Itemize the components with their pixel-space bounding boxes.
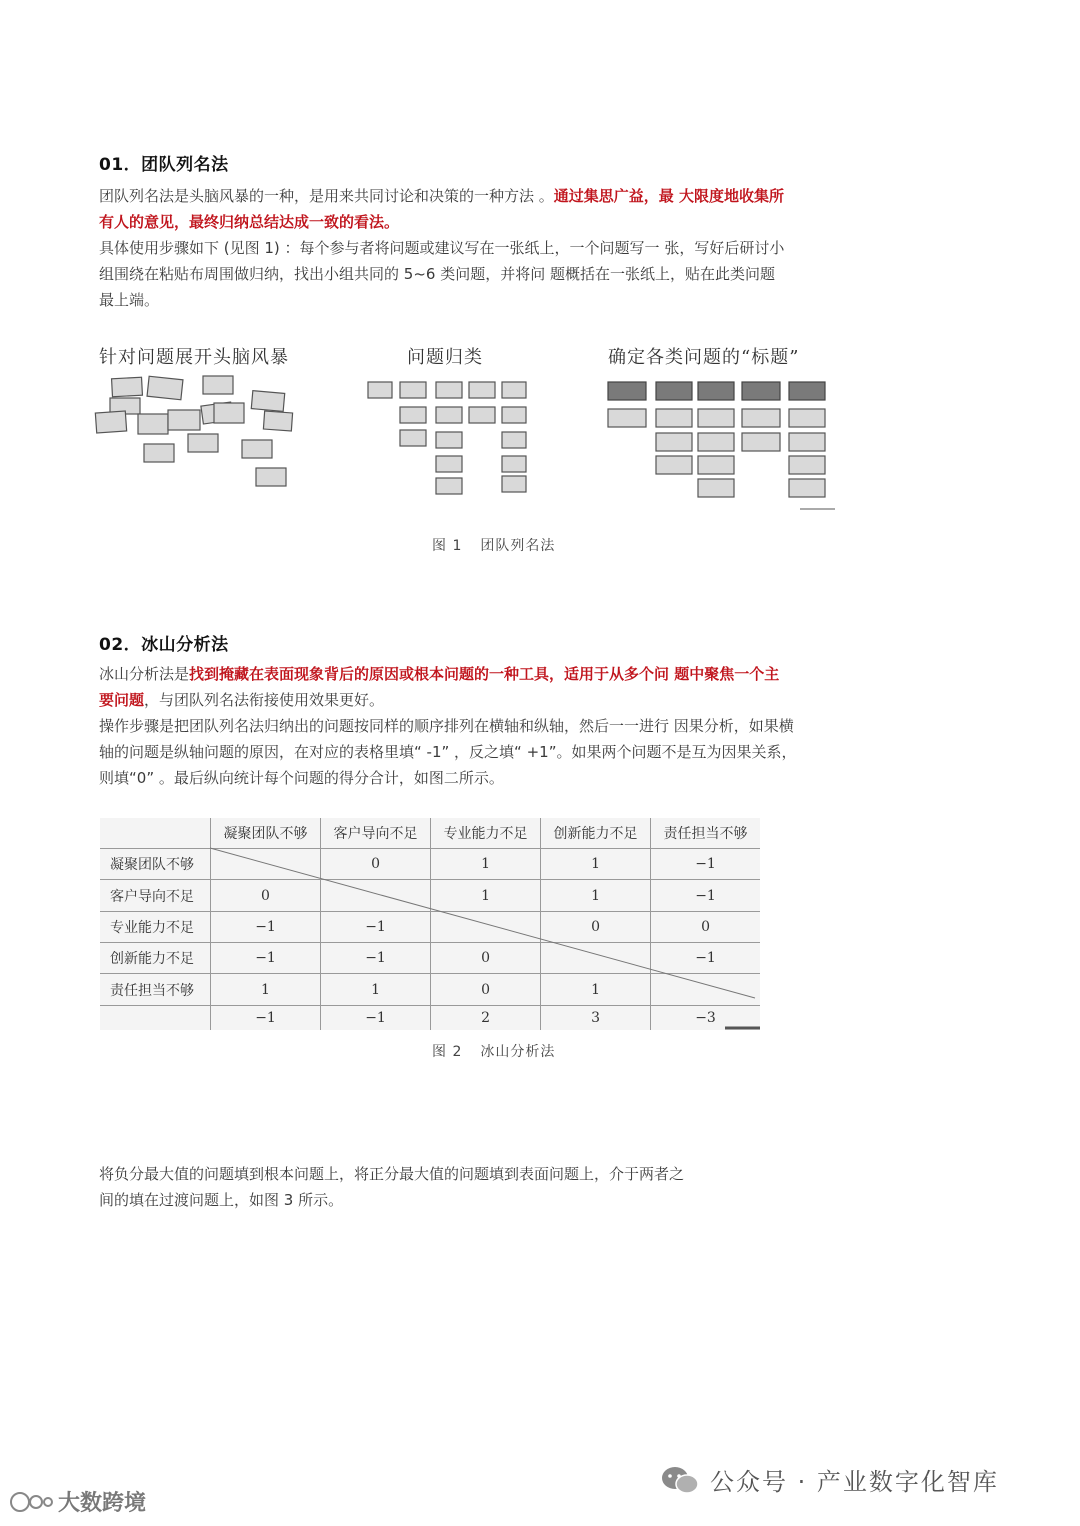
table-cell: 1 [541,880,651,911]
wechat-icon [660,1464,700,1496]
figure1-caption [432,535,555,555]
table-cell: −1 [321,911,431,942]
iceberg-matrix-table [100,818,760,1030]
column-header: 客户导向不足 [321,818,431,849]
brand-logo [8,1486,146,1517]
brand-logo-icon [8,1489,54,1515]
table-cell: 0 [651,911,760,942]
diagonal-line [100,818,760,1030]
text-line: 则填“0” 。最后纵向统计每个问题的得分合计，如图二所示。 [99,769,504,787]
text-line: 轴的问题是纵轴问题的原因，在对应的表格里填“ -1” ，反之填“ +1”。如果两个问题不是互为因果关系， [99,743,797,761]
scattered-notes [95,376,292,486]
caption-text: 冰山分析法 [480,1044,556,1060]
titled-categories [608,382,835,509]
column-header: 创新能力不足 [541,818,651,849]
table-cell: −1 [211,943,321,974]
text-line: 操作步骤是把团队列名法归纳出的问题按同样的顺序排列在横轴和纵轴，然后一一进行 因果分析，如果横 [99,717,794,735]
figure1-title-categorize: 问题归类 [407,347,483,368]
table-cell: 0 [211,880,321,911]
text-line: 间的填在过渡问题上，如图 3 所示。 [99,1191,344,1209]
table-cell: 1 [541,974,651,1005]
highlight-text: 找到掩藏在表面现象背后的原因或根本问题的一种工具，适用于从多个问 题中聚焦一个主 [189,665,780,683]
table-cell: −1 [651,849,760,880]
brand-logo-text: 大数跨境 [58,1491,147,1516]
table-cell: 0 [541,911,651,942]
total-cell: −3 [651,1005,760,1030]
section1-heading: 01．团队列名法 [99,155,229,175]
text-line: 组围绕在粘贴布周围做归纳，找出小组共同的 5~6 类问题，并将问 题概括在一张纸上，贴在此类问题 [99,265,775,283]
highlight-text: 通过集思广益，最 大限度地收集所 [553,187,785,205]
section1-paragraph-1 [99,183,784,235]
text-run: 冰山分析法是 [99,665,190,683]
table-cell: −1 [321,943,431,974]
wechat-watermark [660,1462,999,1497]
figure1-title-label: 确定各类问题的“标题” [608,347,800,368]
text-line: 具体使用步骤如下 (见图 1) ：每个参与者将问题或建议写在一张纸上，一个问题写一 张，写好后研讨小 [99,239,785,257]
section3-paragraph [99,1161,684,1213]
row-header: 创新能力不足 [100,943,211,974]
text-line: 将负分最大值的问题填到根本问题上，将正分最大值的问题填到表面问题上，介于两者之 [99,1165,685,1183]
column-header: 凝聚团队不够 [211,818,321,849]
text-run: 团队列名法是头脑风暴的一种，是用来共同讨论和决策的一种方法 。 [99,187,554,205]
table-cell: 1 [321,974,431,1005]
table-cell: 1 [211,974,321,1005]
table-cell: −1 [651,880,760,911]
text-line: 最上端。 [99,291,160,309]
table-cell: 1 [431,880,541,911]
caption-text: 团队列名法 [480,538,556,554]
figure1-title-brainstorm: 针对问题展开头脑风暴 [99,347,289,368]
table-cell: 1 [541,849,651,880]
row-header: 专业能力不足 [100,911,211,942]
highlight-text: 有人的意见，最终归纳总结达成一致的看法。 [99,213,400,231]
table-cell: −1 [651,943,760,974]
table-cell: 0 [431,943,541,974]
figure1-illustration [90,370,850,520]
caption-number: 图 1 [432,538,463,554]
total-cell: −1 [321,1005,431,1030]
total-cell: −1 [211,1005,321,1030]
highlight-text: 要问题 [99,691,145,709]
categorized-notes [368,382,526,494]
table-cell: 0 [321,849,431,880]
column-header: 专业能力不足 [431,818,541,849]
section1-paragraph-2 [99,235,784,313]
total-cell: 3 [541,1005,651,1030]
caption-number: 图 2 [432,1044,463,1060]
text-run: ，与团队列名法衔接使用效果更好。 [144,691,385,709]
row-header: 凝聚团队不够 [100,849,211,880]
table-cell: 0 [431,974,541,1005]
column-header: 责任担当不够 [651,818,760,849]
total-cell: 2 [431,1005,541,1030]
table-cell: −1 [211,911,321,942]
row-header: 责任担当不够 [100,974,211,1005]
table-cell: 1 [431,849,541,880]
row-header: 客户导向不足 [100,880,211,911]
section2-heading: 02．冰山分析法 [99,635,229,655]
section2-paragraph-1 [99,661,779,713]
figure2-caption [432,1041,555,1061]
section2-paragraph-2 [99,713,796,791]
wechat-account-name: 公众号 · 产业数字化智库 [710,1468,999,1496]
